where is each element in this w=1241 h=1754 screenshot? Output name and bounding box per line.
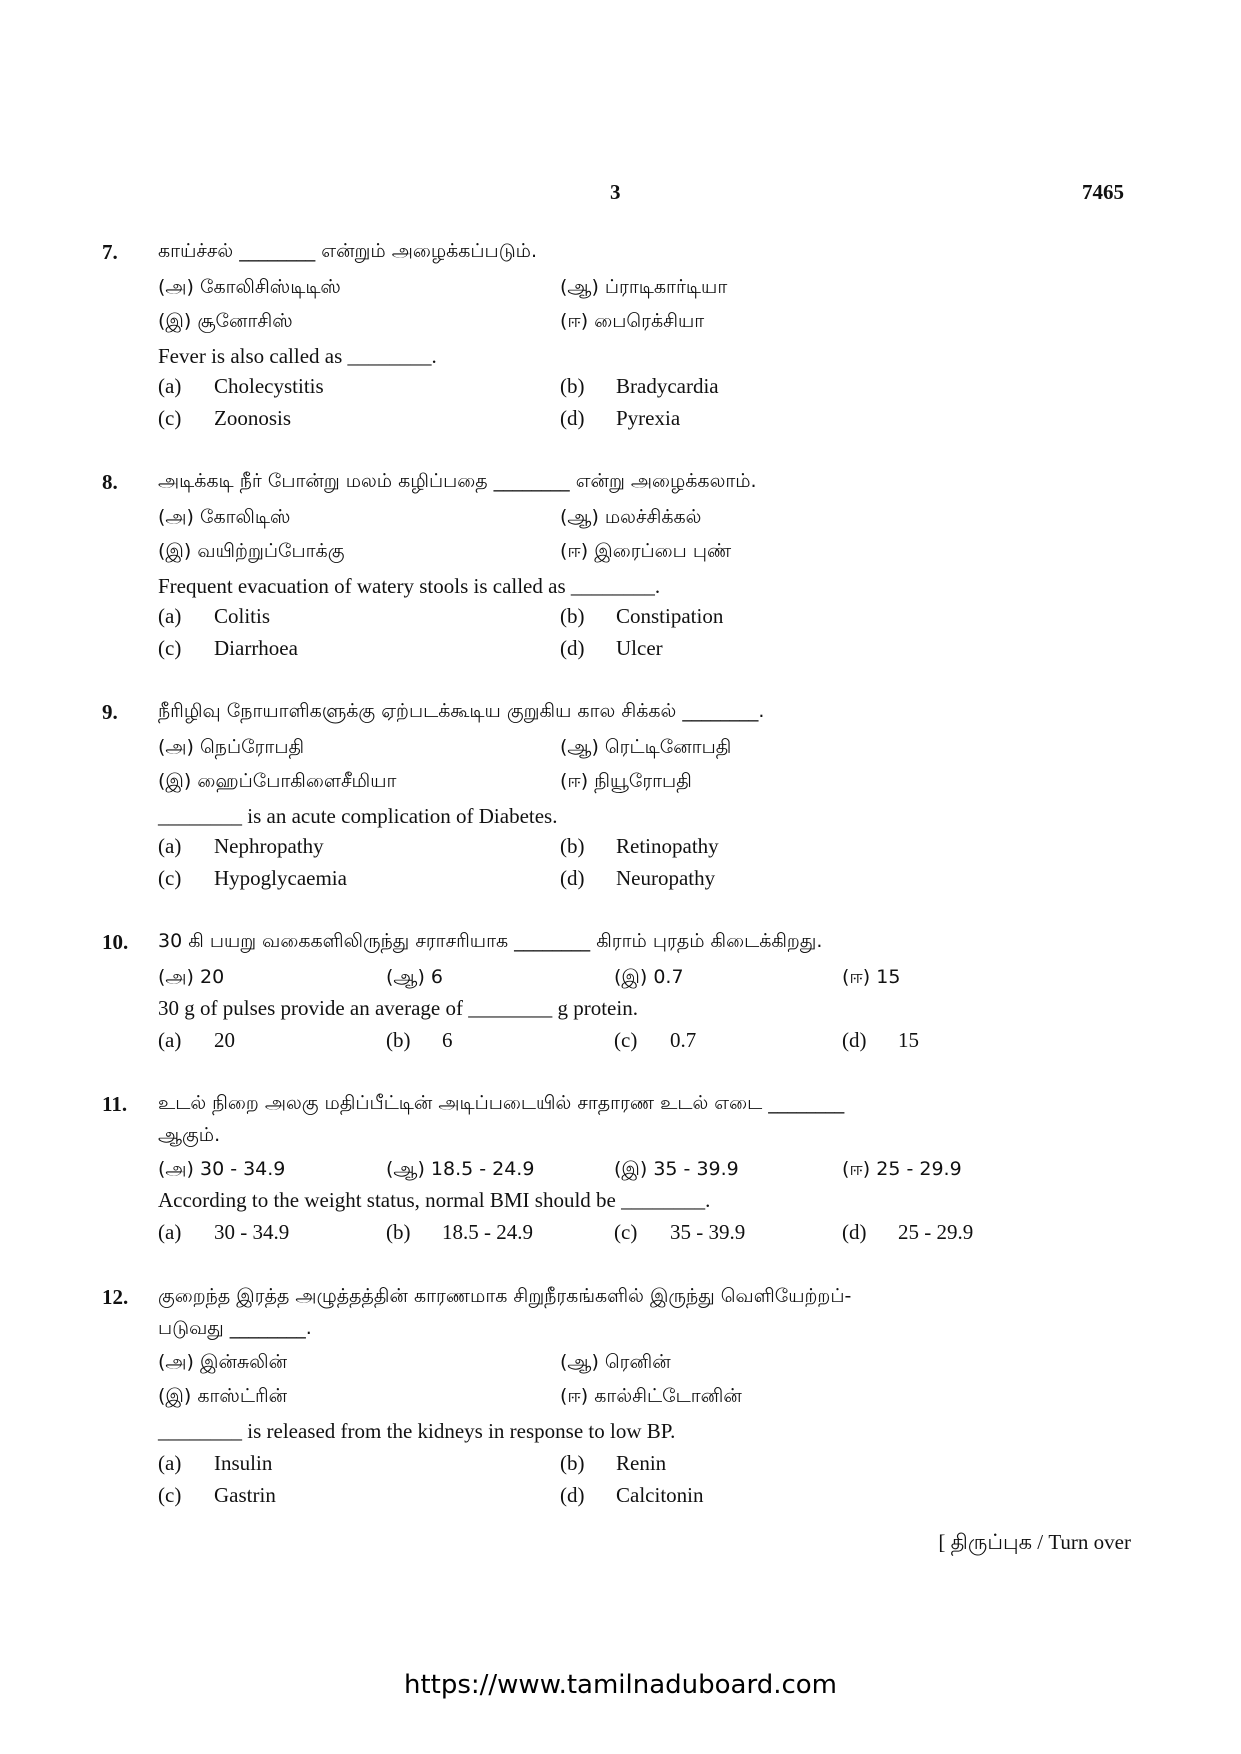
option-tamil: (அ) கோலிடிஸ் [158, 506, 291, 528]
question-stem-english: Frequent evacuation of watery stools is called as ________. [158, 574, 661, 598]
option-english: (d) Neuropathy [560, 866, 716, 890]
option-tamil: (ஈ) நியூரோபதி [560, 770, 692, 792]
option-tamil: (அ) நெப்ரோபதி [158, 736, 305, 758]
option-english: (d) Ulcer [560, 636, 663, 660]
question-stem-english: 30 g of pulses provide an average of ________ g protein. [158, 996, 638, 1020]
option-english: (c) Zoonosis [158, 406, 292, 430]
option-english: (c) Hypoglycaemia [158, 866, 347, 890]
option-english: (a) 30 - 34.9 [158, 1220, 290, 1244]
question-stem-tamil: காய்ச்சல் ________ என்றும் அழைக்கப்படும். [158, 240, 537, 262]
option-tamil: (அ) கோலிசிஸ்டிடிஸ் [158, 276, 341, 298]
option-tamil: (ஈ) இரைப்பை புண் [560, 540, 732, 562]
question-stem-tamil: 30 கி பயறு வகைகளிலிருந்து சராசரியாக ________ கிராம் புரதம் கிடைக்கிறது. [158, 930, 823, 952]
option-tamil: (ஆ) ரெனின் [560, 1351, 671, 1373]
option-english: (a) Colitis [158, 604, 271, 628]
option-tamil: (ஆ) 18.5 - 24.9 [386, 1158, 535, 1180]
option-english: (b) Bradycardia [560, 374, 719, 398]
question-stem-tamil-cont: ஆகும். [158, 1124, 221, 1146]
option-tamil: (இ) சூனோசிஸ் [158, 310, 293, 332]
option-tamil: (இ) 35 - 39.9 [614, 1158, 739, 1180]
option-english: (b) Retinopathy [560, 834, 719, 858]
option-tamil: (அ) இன்சுலின் [158, 1351, 288, 1373]
page-number: 3 [610, 180, 621, 204]
option-english: (d) 25 - 29.9 [842, 1220, 974, 1244]
question-stem-english: ________ is released from the kidneys in response to low BP. [158, 1419, 676, 1443]
question-stem-tamil: நீரிழிவு நோயாளிகளுக்கு ஏற்படக்கூடிய குறுகிய கால சிக்கல் ________. [158, 700, 765, 722]
option-english: (c) 0.7 [614, 1028, 697, 1052]
turn-over-note: [ திருப்புக / Turn over [938, 1530, 1131, 1554]
question-stem-english: Fever is also called as ________. [158, 344, 437, 368]
option-tamil: (ஈ) 25 - 29.9 [842, 1158, 962, 1180]
option-tamil: (ஈ) பைரெக்சியா [560, 310, 705, 332]
option-english: (c) Gastrin [158, 1483, 276, 1507]
question-number: 8. [102, 470, 118, 494]
question-stem-english: According to the weight status, normal BMI should be ________. [158, 1188, 711, 1212]
option-tamil: (இ) 0.7 [614, 966, 684, 988]
question-number: 9. [102, 700, 118, 724]
question-number: 12. [102, 1285, 129, 1309]
option-english: (c) Diarrhoea [158, 636, 298, 660]
option-english: (a) 20 [158, 1028, 235, 1052]
option-english: (b) 18.5 - 24.9 [386, 1220, 533, 1244]
option-english: (d) 15 [842, 1028, 919, 1052]
option-tamil: (ஈ) கால்சிட்டோனின் [560, 1385, 742, 1407]
option-tamil: (இ) ஹைப்போகிளைசீமியா [158, 770, 397, 792]
option-tamil: (ஆ) மலச்சிக்கல் [560, 506, 702, 528]
question-stem-english: ________ is an acute complication of Diabetes. [158, 804, 558, 828]
option-english: (b) 6 [386, 1028, 453, 1052]
option-english: (a) Nephropathy [158, 834, 324, 858]
option-english: (a) Insulin [158, 1451, 273, 1475]
option-english: (b) Constipation [560, 604, 724, 628]
question-stem-tamil-cont: படுவது ________. [158, 1317, 312, 1339]
option-tamil: (இ) காஸ்ட்ரின் [158, 1385, 288, 1407]
question-number: 7. [102, 240, 118, 264]
option-tamil: (அ) 20 [158, 966, 225, 988]
question-stem-tamil: உடல் நிறை அலகு மதிப்பீட்டின் அடிப்படையில் சாதாரண உடல் எடை ________ [158, 1092, 845, 1114]
footer-url[interactable]: https://www.tamilnaduboard.com [403, 1670, 838, 1700]
option-english: (c) 35 - 39.9 [614, 1220, 746, 1244]
option-tamil: (ஆ) ரெட்டினோபதி [560, 736, 732, 758]
option-english: (d) Pyrexia [560, 406, 681, 430]
question-number: 10. [102, 930, 129, 954]
option-english: (a) Cholecystitis [158, 374, 324, 398]
paper-code: 7465 [1082, 180, 1124, 204]
option-english: (d) Calcitonin [560, 1483, 704, 1507]
option-tamil: (ஆ) 6 [386, 966, 443, 988]
option-tamil: (இ) வயிற்றுப்போக்கு [158, 540, 345, 562]
option-tamil: (அ) 30 - 34.9 [158, 1158, 286, 1180]
question-stem-tamil: குறைந்த இரத்த அழுத்தத்தின் காரணமாக சிறுநீரகங்களில் இருந்து வெளியேற்றப்- [158, 1285, 852, 1307]
option-english: (b) Renin [560, 1451, 667, 1475]
question-stem-tamil: அடிக்கடி நீர் போன்று மலம் கழிப்பதை ________ என்று அழைக்கலாம். [158, 470, 757, 492]
option-tamil: (ஆ) ப்ராடிகார்டியா [560, 276, 728, 298]
question-number: 11. [102, 1092, 128, 1116]
option-tamil: (ஈ) 15 [842, 966, 901, 988]
